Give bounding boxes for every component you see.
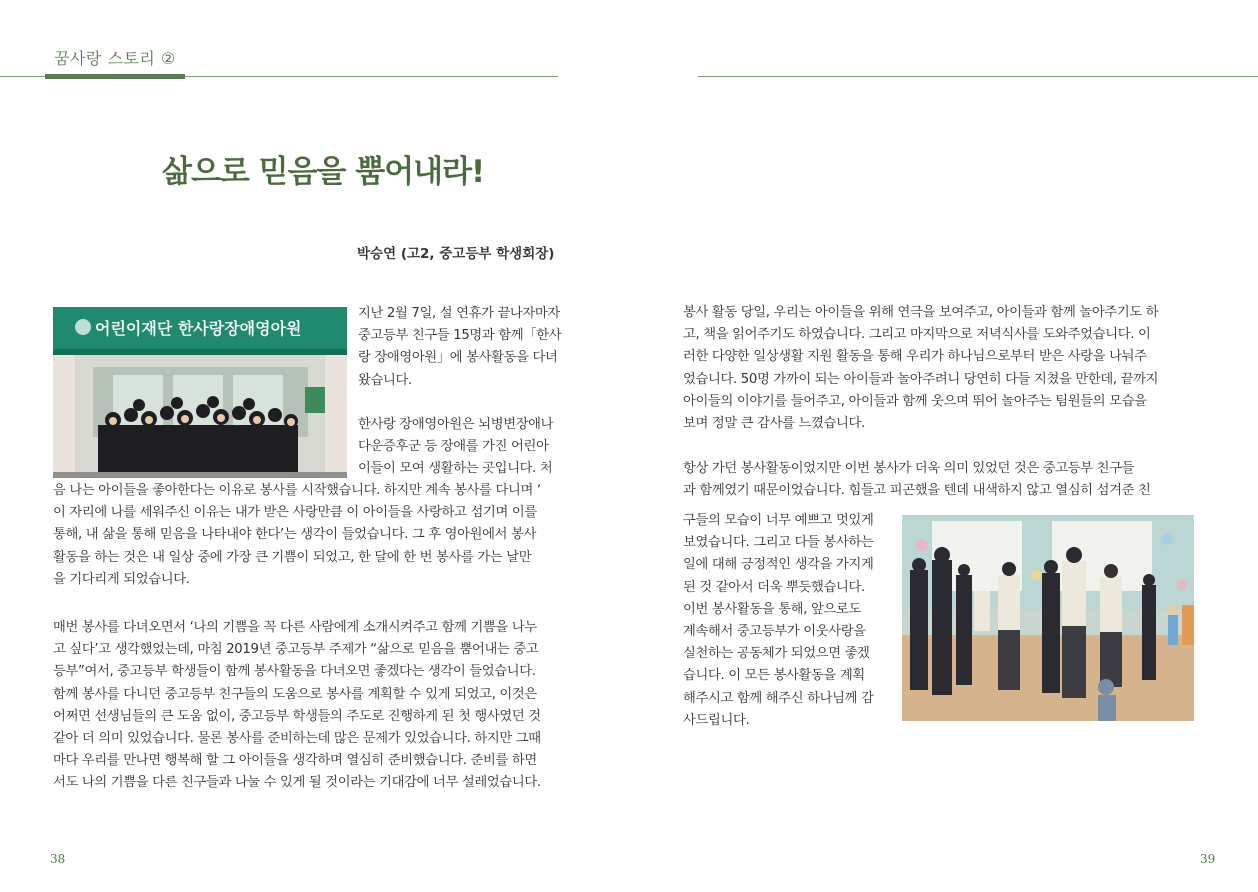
article-title: 삶으로 믿음을 뿜어내라! <box>162 154 485 190</box>
section-label: 꿈사랑 스토리 ② <box>54 49 176 68</box>
photo-group-illustration <box>53 307 347 478</box>
left-paragraph-2-wrap: 한사랑 장애영아원은 뇌병변장애나 다운증후군 등 장애를 가진 어린아 이들이 모여 생활하는 곳입니다. 처 <box>358 417 554 477</box>
photo-activity-illustration <box>902 515 1194 721</box>
photo-sign-text: 어린이재단 한사랑장애영아원 <box>95 319 302 338</box>
header-rule-right <box>698 76 1258 77</box>
right-paragraph-2: 항상 가던 봉사활동이었지만 이번 봉사가 더욱 의미 있었던 것은 중고등부 친구들 과 함께였기 때문이었습니다. 힘들고 피곤했을 텐데 내색하지 않고 열심히 섬겨준 친 <box>683 461 1151 499</box>
left-paragraph-1: 지난 2월 7일, 설 연휴가 끝나자마자 중고등부 친구들 15명과 함께「한사 랑 장애영아원」에 봉사활동을 다녀 왔습니다. <box>358 306 562 388</box>
left-paragraph-3: 매번 봉사를 다녀오면서 ‘나의 기쁨을 꼭 다른 사람에게 소개시켜주고 함께 기쁨을 나누 고 싶다’고 생각했었는데, 마침 2019년 중고등부 주제가 “삶으로 믿음을 뿜어내는 중고 등부”여서, 중고등부 학생들이 함께 봉사활동을 다녀오면 좋겠다는 생각이 들었습니다. 함께 봉사를 다니던 중고등부 친구들의 도움으로 봉사를 계획할 수 있게 되었고, 이것은 어쩌면 선생님들의 큰 도움 없이, 중고등부 학생들의 주도로 진행하게 된 첫 행사였던 것 같아 더 의미 있었습니다. 물론 봉사를 준비하는데 많은 문제가 있었습니다. 하지만 그때 마다 우리를 만나면 행복해 할 그 아이들을 생각하며 열심히 준비했습니다. 준비를 하면 서도 나의 기쁨을 다른 친구들과 나눌 수 있게 될 것이라는 기대감에 너무 설레었습니다. <box>53 620 541 791</box>
photo-indoor-activity <box>902 515 1194 721</box>
header-accent-bar <box>45 74 185 79</box>
article-author: 박승연 (고2, 중고등부 학생회장) <box>357 246 555 262</box>
left-paragraph-2: 음 나는 아이들을 좋아한다는 이유로 봉사를 시작했습니다. 하지만 계속 봉사를 다니며 ‘ 이 자리에 나를 세워주신 이유는 내가 받은 사랑만큼 이 아이들을 사랑하고 섬기며 이를 통해, 내 삶을 통해 믿음을 나타내야 한다’는 생각이 들었습니다. 그 후 영아원에서 봉사 활동을 하는 것은 내 일상 중에 가장 큰 기쁨이 되었고, 한 달에 한 번 봉사를 가는 날만 을 기다리게 되었습니다. <box>53 483 541 587</box>
page-number-left: 38 <box>50 852 66 866</box>
photo-group-at-entrance <box>53 307 347 478</box>
right-paragraph-2-wrap: 구들의 모습이 너무 예쁘고 멋있게 보였습니다. 그리고 다들 봉사하는 일에 대해 긍정적인 생각을 가지게 된 것 같아서 더욱 뿌듯했습니다. 이번 봉사활동을 통해, 앞으로도 계속해서 중고등부가 이웃사랑을 실천하는 공동체가 되었으면 좋겠 습니다. 이 모든 봉사활동을 계획 해주시고 함께 해주신 하나님께 감 사드립니다. <box>683 513 874 728</box>
right-paragraph-1: 봉사 활동 당일, 우리는 아이들을 위해 연극을 보여주고, 아이들과 함께 놀아주기도 하 고, 책을 읽어주기도 하였습니다. 그리고 마지막으로 저녁식사를 도와주었습니다. 이 러한 다양한 일상생활 지원 활동을 통해 우리가 하나님으로부터 받은 사랑을 나눠주 었습니다. 50명 가까이 되는 아이들과 놀아주려니 당연히 다들 지쳤을 만한데, 끝까지 아이들의 이야기를 들어주고, 아이들과 함께 웃으며 뛰어 놀아주는 팀원들의 모습을 보며 정말 큰 감사를 느꼈습니다. <box>683 305 1159 432</box>
page-number-right: 39 <box>1200 852 1216 866</box>
